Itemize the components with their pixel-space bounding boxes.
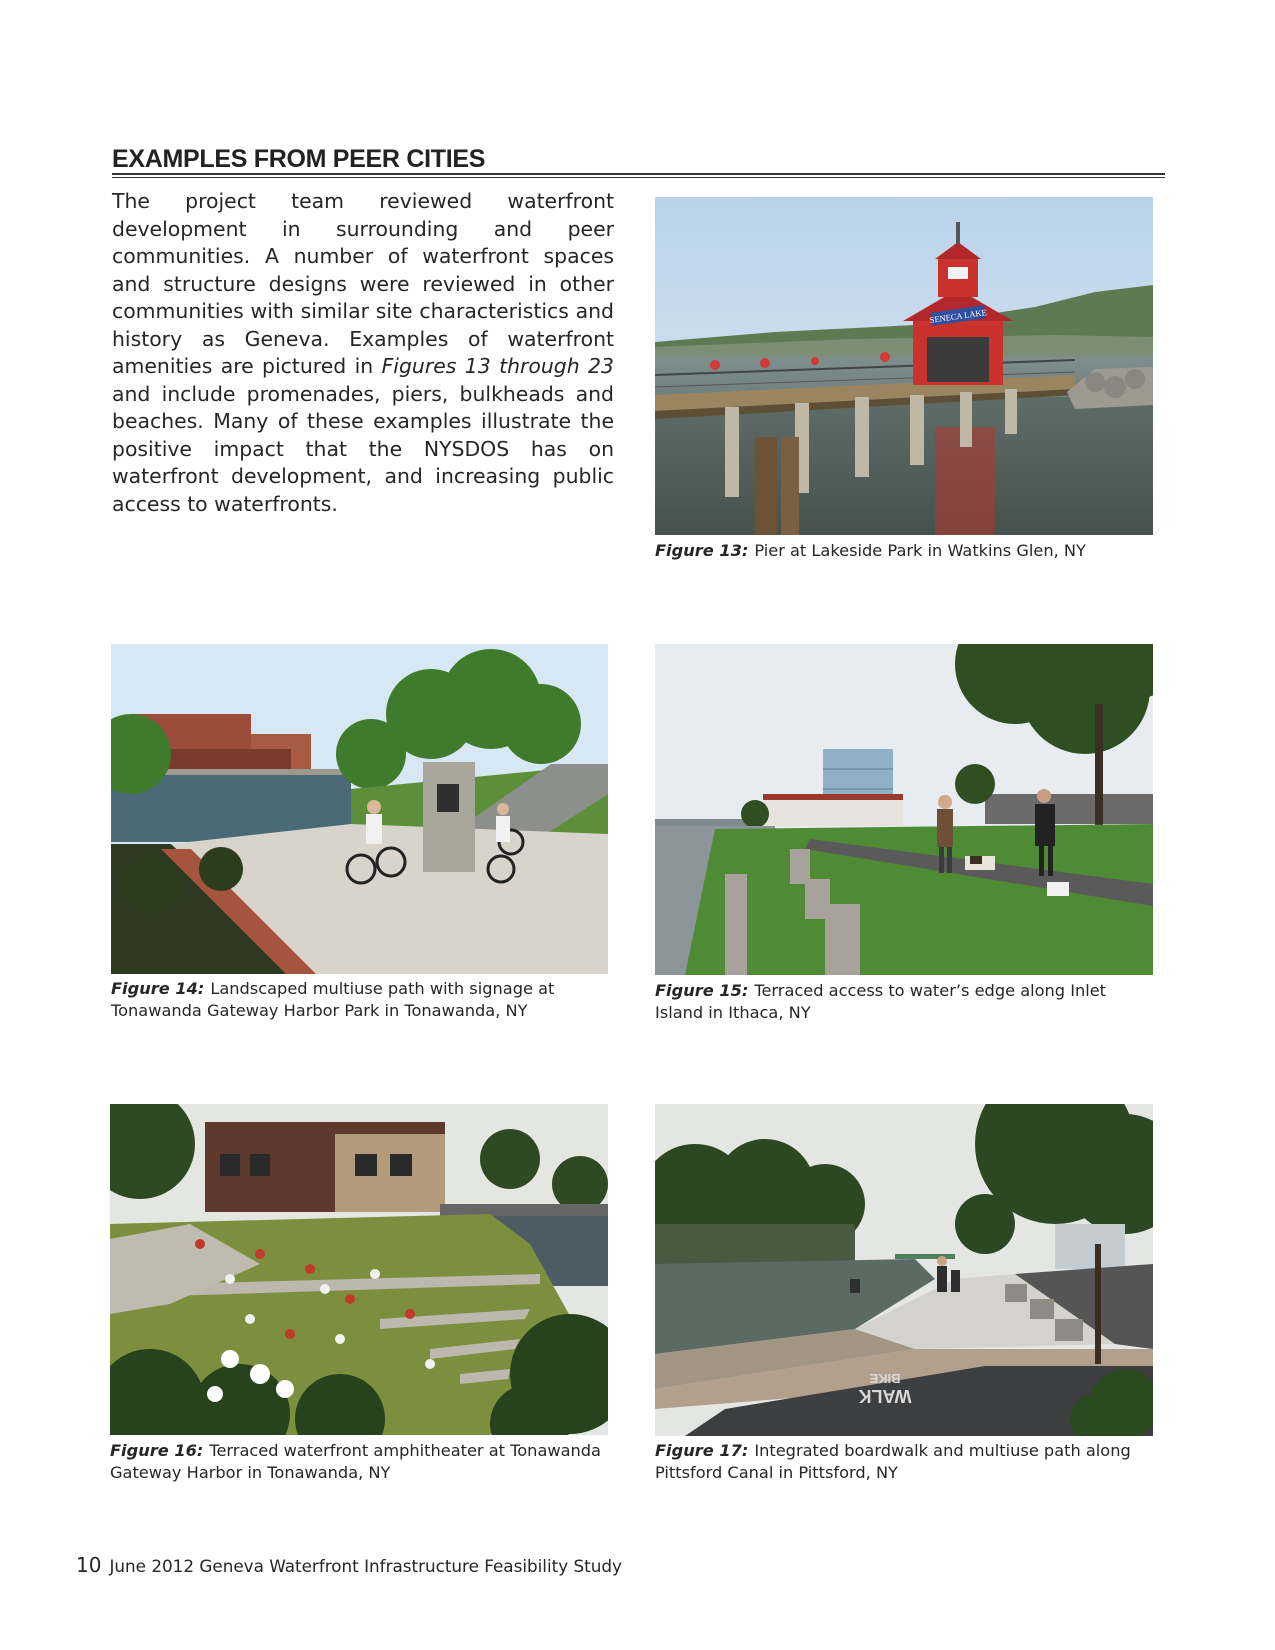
intro-paragraph (112, 188, 614, 518)
figure-14-text: Landscaped multiuse path with signage at Tonawanda Gateway Harbor Park in Tonawanda, NY (111, 979, 555, 1020)
pavement-text-walk: WALK (858, 1386, 912, 1406)
figure-15-label: Figure 15: (655, 981, 749, 1000)
heading-rule-thin (112, 177, 1165, 178)
figure-13-caption (655, 540, 1155, 562)
figure-17-label: Figure 17: (655, 1441, 749, 1460)
figure-14-label: Figure 14: (111, 979, 205, 998)
figure-16-label: Figure 16: (110, 1441, 204, 1460)
figure-14-caption (111, 978, 611, 1022)
pavilion-sign-text: SENECA LAKE (929, 307, 988, 325)
figure-17-caption (655, 1440, 1155, 1484)
figure-15-caption (655, 980, 1155, 1024)
figure-15-photo (655, 644, 1153, 975)
page-footer (76, 1553, 622, 1577)
figure-13-text: Pier at Lakeside Park in Watkins Glen, NY (754, 541, 1086, 560)
footer-text: June 2012 Geneva Waterfront Infrastructure Feasibility Study (109, 1556, 622, 1576)
figure-16-photo (110, 1104, 608, 1435)
figure-16-caption (110, 1440, 610, 1484)
figure-16-text: Terraced waterfront amphitheater at Tonawanda Gateway Harbor in Tonawanda, NY (110, 1441, 601, 1482)
figure-15-text: Terraced access to water’s edge along Inlet Island in Ithaca, NY (655, 981, 1107, 1022)
figure-17-text: Integrated boardwalk and multiuse path along Pittsford Canal in Pittsford, NY (655, 1441, 1131, 1482)
figure-13-label: Figure 13: (655, 541, 749, 560)
intro-text-2: and include promenades, piers, bulkheads and beaches. Many of these examples illustrate the positive impact that the NYSDOS has on waterfront development, and increasing public access to waterfronts. (112, 381, 614, 516)
figure-13-photo (655, 197, 1153, 535)
section-heading: EXAMPLES FROM PEER CITIES (112, 145, 486, 173)
intro-text-1: The project team reviewed waterfront development in surrounding and peer communities. A number of waterfront spaces and structure designs were reviewed in other communities with similar site characteristics and history as Geneva. Examples of waterfront amenities are pictured in (112, 189, 614, 378)
intro-figure-reference: Figures 13 through 23 (381, 354, 614, 378)
figure-14-photo (111, 644, 608, 974)
figure-17-photo (655, 1104, 1153, 1436)
pavement-text-bike: BIKE (869, 1371, 901, 1386)
heading-rule-thick (112, 173, 1165, 175)
page-number: 10 (76, 1553, 102, 1577)
